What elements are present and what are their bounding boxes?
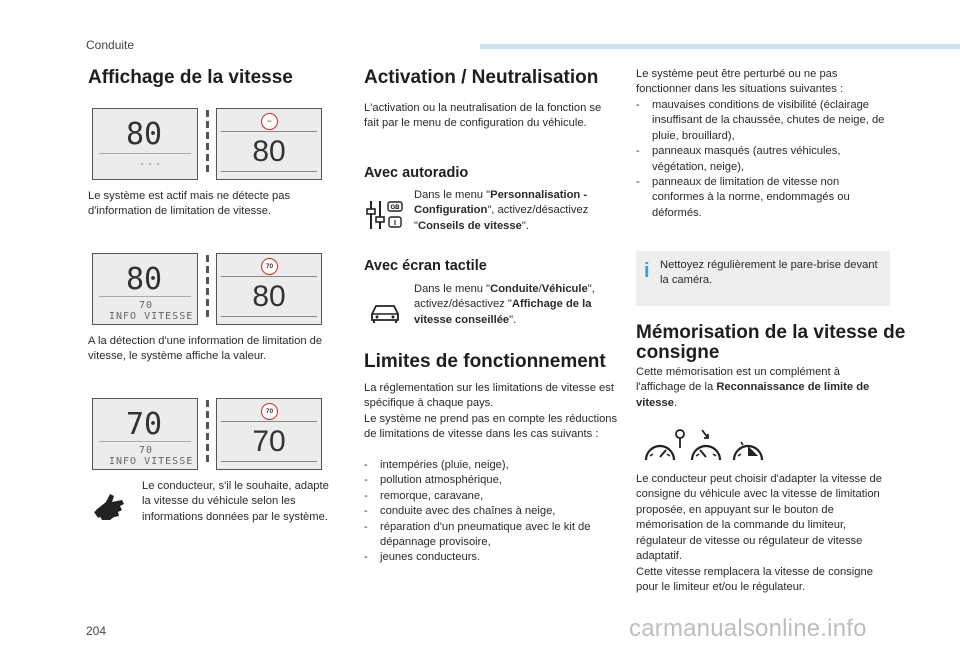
- page-number: 204: [86, 624, 107, 638]
- title-autoradio: Avec autoradio: [364, 165, 469, 181]
- screen-display-1: [216, 108, 322, 180]
- list-item: - conduite avec des chaînes à neige,: [364, 504, 618, 519]
- speed-sign-icon: 70: [261, 403, 278, 420]
- cluster-separator: [99, 153, 191, 154]
- activation-intro: L'activation ou la neutralisation de la fonction se fait par le menu de configuration du véhicule.: [364, 102, 602, 130]
- screen-display-3: [216, 398, 322, 470]
- divider-bar: [206, 400, 209, 466]
- caption-no-info: Le système est actif mais ne détecte pas d'information de limitation de vitesse.: [88, 190, 291, 218]
- svg-text:GB: GB: [390, 205, 400, 211]
- cluster-separator: [99, 441, 191, 442]
- cluster-speed: 80: [126, 117, 163, 152]
- list-item: - panneaux de limitation de vitesse non conformes à la norme, endommagés ou déformés.: [636, 175, 894, 221]
- cluster-sub: INFO VITESSE: [109, 456, 194, 467]
- divider-bar: [206, 110, 209, 176]
- settings-sliders-icon: [366, 199, 406, 231]
- cluster-sub: ---: [139, 159, 164, 170]
- list-item: - intempéries (pluie, neige),: [364, 458, 618, 473]
- memorisation-body: Le conducteur peut choisir d'adapter la vitesse de consigne du véhicule avec la vitesse de limitation proposée, en appuyant sur le bouton de mémorisation de la commande du limiteur, régulateur de vitesse ou régulateur de vitesse adaptatif.: [636, 473, 882, 563]
- divider-bar: [206, 255, 209, 321]
- speed-memorisation-icon: [642, 426, 772, 466]
- list-item: - jeunes conducteurs.: [364, 550, 618, 565]
- info-icon: i: [644, 260, 650, 282]
- screen-speed: 80: [252, 135, 286, 168]
- cluster-display-3: [92, 398, 198, 470]
- screen-rule: [221, 461, 317, 462]
- list-item: - mauvaises conditions de visibilité (éclairage insuffisant de la chaussée, chutes de neige, de pluie, brouillard),: [636, 98, 894, 144]
- limits-intro-2: Le système ne prend pas en compte les réductions de limitations de vitesse dans les cas suivants :: [364, 413, 618, 441]
- touch-text: Dans le menu "Conduite/Véhicule", activez/désactivez "Affichage de la vitesse conseillée".: [414, 283, 595, 326]
- speed-sign-icon: 70: [261, 258, 278, 275]
- screen-rule: [221, 131, 317, 132]
- cluster-limit: 70: [139, 300, 154, 311]
- title-touch-screen: Avec écran tactile: [364, 258, 487, 274]
- screen-rule: [221, 316, 317, 317]
- note-text: Nettoyez régulièrement le pare-brise devant la caméra.: [660, 259, 878, 287]
- cluster-limit: 70: [139, 445, 154, 456]
- memorisation-body-2: Cette vitesse remplacera la vitesse de consigne pour le limiteur et/ou le régulateur.: [636, 566, 873, 594]
- section-label: Conduite: [86, 38, 135, 52]
- svg-text:I: I: [394, 220, 396, 227]
- car-icon: [368, 300, 402, 324]
- cluster-sub: INFO VITESSE: [109, 311, 194, 322]
- cluster-speed: 70: [126, 407, 163, 442]
- caption-driver-adapts: Le conducteur, s'il le souhaite, adapte la vitesse du véhicule selon les informations données par le système.: [142, 480, 329, 523]
- cluster-display-2: [92, 253, 198, 325]
- disturbance-list: [636, 98, 894, 221]
- speed-sign-icon: --: [261, 113, 278, 130]
- list-item: - panneaux masqués (autres véhicules, végétation, neige),: [636, 144, 894, 175]
- list-item: - pollution atmosphérique,: [364, 473, 618, 488]
- note-box: [636, 251, 890, 306]
- limits-list: [364, 458, 618, 566]
- title-limits: Limites de fonctionnement: [364, 351, 606, 372]
- cluster-speed: 80: [126, 262, 163, 297]
- cluster-display-1: [92, 108, 198, 180]
- caption-detection: A la détection d'une information de limitation de vitesse, le système affiche la valeur.: [88, 335, 323, 363]
- autoradio-text: Dans le menu "Personnalisation - Configuration", activez/désactivez "Conseils de vitesse".: [414, 189, 589, 232]
- screen-rule: [221, 276, 317, 277]
- screen-rule: [221, 421, 317, 422]
- list-item: - remorque, caravane,: [364, 489, 618, 504]
- watermark: carmanualsonline.info: [629, 615, 867, 642]
- screen-rule: [221, 171, 317, 172]
- screen-speed: 70: [252, 425, 286, 458]
- title-memorisation: Mémorisation de la vitesse de consigne: [636, 322, 906, 363]
- list-item: - réparation d'un pneumatique avec le kit de dépannage provisoire,: [364, 520, 618, 551]
- title-speed-display: Affichage de la vitesse: [88, 67, 293, 88]
- disturbance-intro: Le système peut être perturbé ou ne pas fonctionner dans les situations suivantes :: [636, 68, 844, 96]
- header-accent-bar: [480, 44, 960, 49]
- memorisation-intro: Cette mémorisation est un complément à l'affichage de la Reconnaissance de limite de vitesse.: [636, 366, 870, 409]
- screen-speed: 80: [252, 280, 286, 313]
- limits-intro: La réglementation sur les limitations de vitesse est spécifique à chaque pays.: [364, 382, 614, 410]
- cluster-separator: [99, 296, 191, 297]
- hand-press-icon: [92, 490, 128, 524]
- title-activation: Activation / Neutralisation: [364, 67, 599, 88]
- screen-display-2: [216, 253, 322, 325]
